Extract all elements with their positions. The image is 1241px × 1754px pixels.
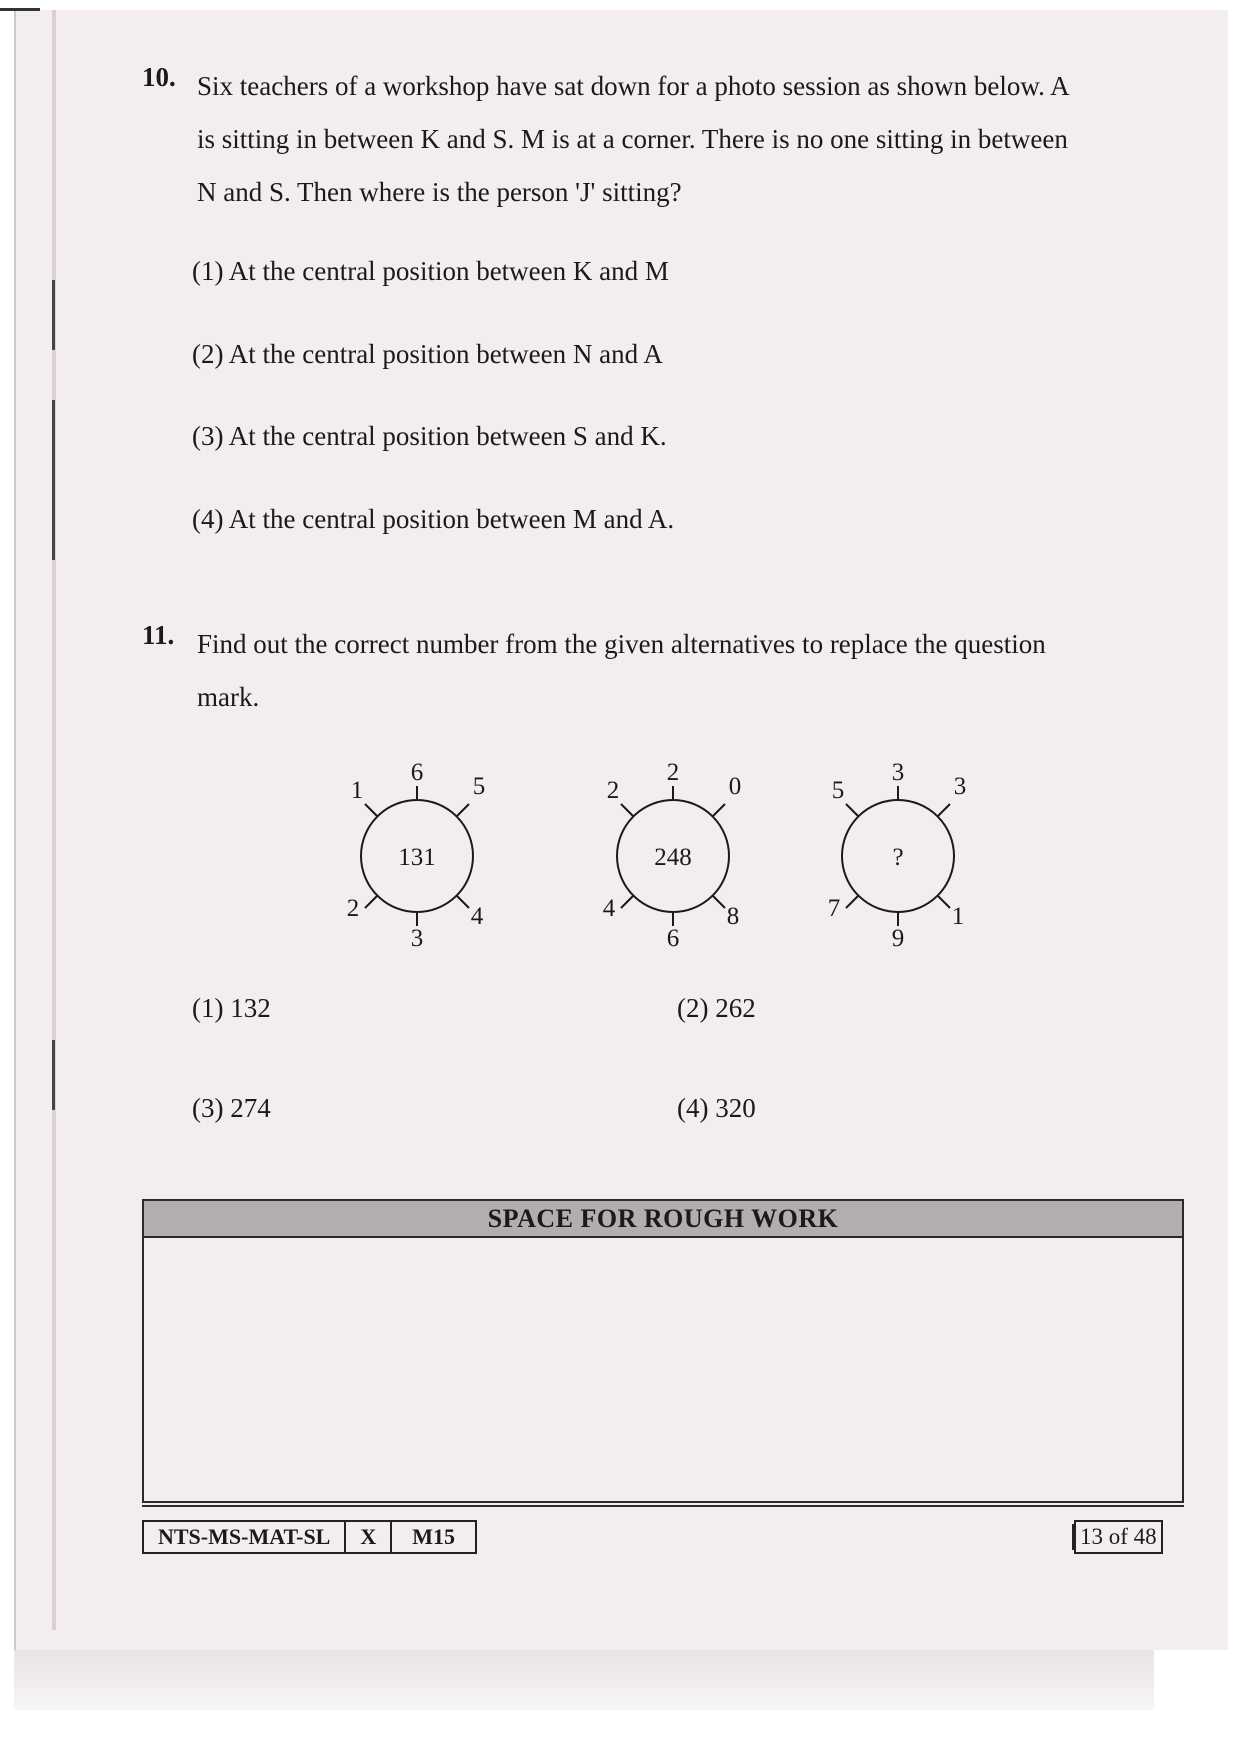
wheel-bottom-right-value: 1	[951, 903, 965, 930]
question-line: is sitting in between K and S. M is at a corner. There is no one sitting in between	[197, 124, 1068, 154]
wheel-top-right-value: 3	[953, 773, 967, 800]
option-number: (3)	[192, 421, 224, 451]
option-text: At the central position between K and M	[228, 256, 669, 286]
wheel-top-right-value: 0	[728, 773, 742, 800]
footer-paper-code	[142, 1520, 477, 1554]
wheel-top-value: 6	[410, 759, 424, 786]
q10-option-2[interactable]	[192, 339, 663, 370]
option-text: At the central position between S and K.	[228, 421, 667, 451]
wheel-bottom-right-value: 4	[470, 903, 484, 930]
q11-option-3[interactable]: (3) 274	[192, 1093, 271, 1123]
option-text: At the central position between N and A	[228, 339, 663, 369]
footer-class: X	[346, 1522, 392, 1552]
option-text: At the central position between M and A.	[228, 504, 675, 534]
wheel-bottom-value: 9	[891, 925, 905, 952]
rough-work-underline	[142, 1505, 1184, 1507]
question-line: N and S. Then where is the person 'J' sitting?	[197, 177, 682, 207]
wheel-bottom-value: 6	[666, 925, 680, 952]
question-11-text	[197, 618, 1187, 724]
footer-set: M15	[392, 1522, 477, 1552]
q11-option-4[interactable]: (4) 320	[677, 1093, 756, 1123]
question-11-number: 11.	[142, 620, 175, 650]
question-line: Six teachers of a workshop have sat down for a photo session as shown below. A	[197, 71, 1070, 101]
q11-option-2[interactable]: (2) 262	[677, 993, 756, 1023]
q10-option-1[interactable]	[192, 256, 669, 287]
q11-option-1[interactable]: (1) 132	[192, 993, 271, 1023]
question-10-text	[197, 60, 1187, 219]
footer-code: NTS-MS-MAT-SL	[144, 1522, 346, 1552]
q10-option-3[interactable]	[192, 421, 667, 452]
question-10-number: 10.	[142, 62, 176, 92]
q10-option-4[interactable]	[192, 504, 674, 535]
wheel-top-left-value: 1	[350, 777, 364, 804]
wheel-center-value: 248	[654, 844, 692, 871]
wheel-center-value: ?	[892, 844, 904, 871]
rough-work-title: SPACE FOR ROUGH WORK	[144, 1201, 1182, 1238]
wheel-top-value: 3	[891, 759, 905, 786]
option-number: (2)	[192, 339, 224, 369]
wheel-top-right-value: 5	[472, 773, 486, 800]
question-line: Find out the correct number from the given alternatives to replace the question	[197, 629, 1046, 659]
wheel-bottom-left-value: 4	[602, 895, 616, 922]
wheel-center-value: 131	[398, 844, 436, 871]
wheel-top-left-value: 5	[831, 777, 845, 804]
wheel-top-value: 2	[666, 759, 680, 786]
option-number: (4)	[192, 504, 224, 534]
page-curl	[14, 1650, 1154, 1710]
question-line: mark.	[197, 682, 260, 712]
wheel-top-left-value: 2	[606, 777, 620, 804]
binding-mark	[52, 1040, 55, 1110]
number-wheel-figure-2	[591, 752, 751, 952]
wheel-bottom-value: 3	[410, 925, 424, 952]
rough-work-box	[142, 1199, 1184, 1503]
wheel-bottom-left-value: 2	[346, 895, 360, 922]
corner-mark	[0, 8, 40, 11]
number-wheel-figure-3	[816, 752, 976, 952]
binding-shadow	[52, 10, 56, 1630]
wheel-bottom-left-value: 7	[827, 895, 841, 922]
footer-page-number: 13 of 48	[1074, 1520, 1163, 1554]
binding-mark	[52, 400, 55, 560]
wheel-bottom-right-value: 8	[726, 903, 740, 930]
binding-mark	[52, 280, 55, 350]
option-number: (1)	[192, 256, 224, 286]
number-wheel-figure-1	[335, 752, 495, 952]
